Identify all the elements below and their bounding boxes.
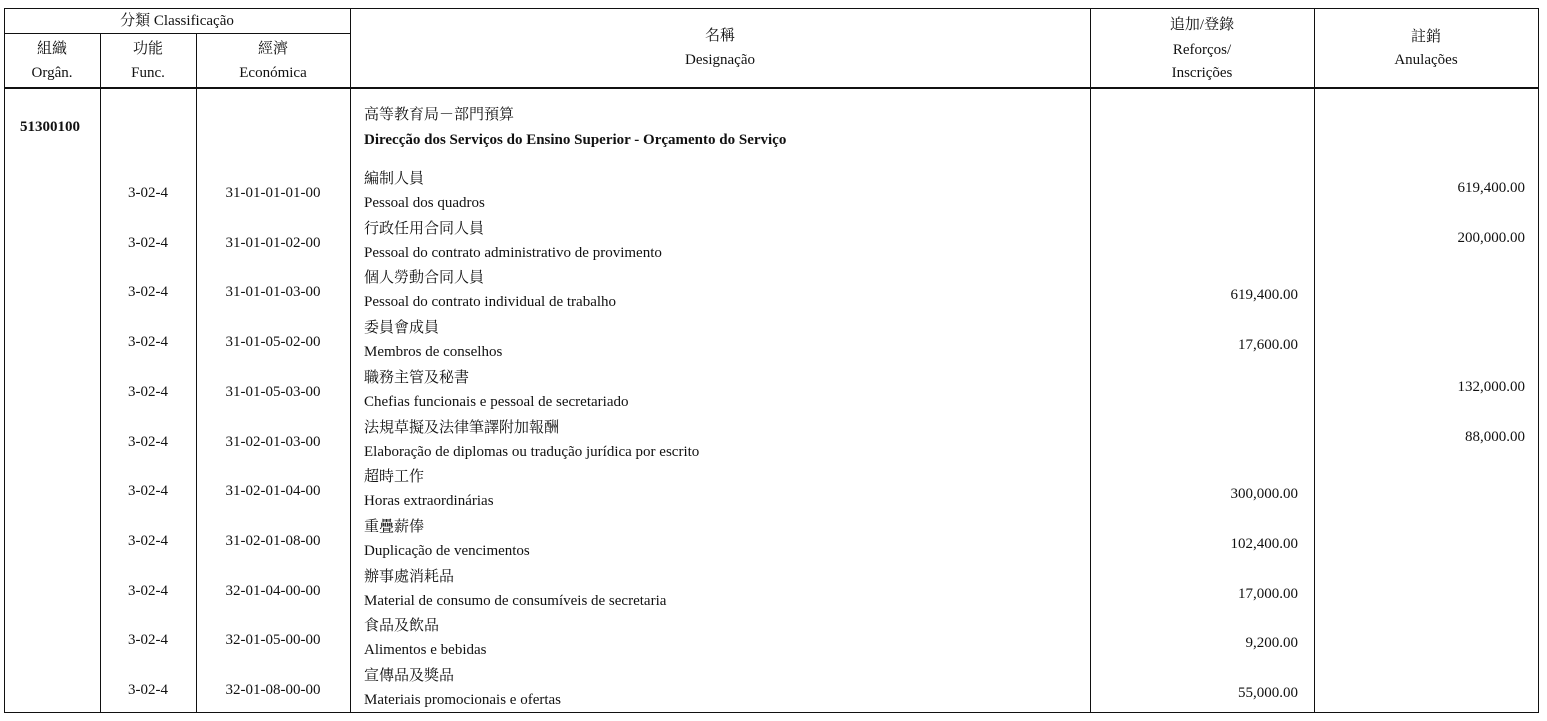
designation-zh: 委員會成員 [364, 320, 440, 337]
header-func-zh: 功能 [132, 41, 163, 57]
designation-pt: Duplicação de vencimentos [364, 542, 530, 559]
top-border-right [350, 8, 1539, 9]
designation-pt: Alimentos e bebidas [364, 642, 487, 659]
cancellation-amount: 619,400.00 [1457, 180, 1525, 196]
economic-code: 31-02-01-03-00 [225, 433, 321, 450]
table-row [0, 369, 1547, 419]
table-row [0, 269, 1547, 319]
table-row [0, 319, 1547, 369]
designation-zh: 辦事處消耗品 [364, 568, 455, 585]
economic-code: 31-01-01-03-00 [225, 284, 321, 301]
economic-code: 31-01-01-01-00 [225, 185, 321, 201]
designation-zh: 重疊薪俸 [364, 518, 425, 535]
designation-zh: 法規草擬及法律筆譯附加報酬 [364, 419, 560, 436]
function-code: 3-02-4 [128, 284, 168, 301]
classification-divider [4, 33, 350, 34]
header-cancellations-pt: Anulações [1394, 52, 1458, 68]
function-code: 3-02-4 [128, 532, 168, 549]
table-row [0, 518, 1547, 568]
section-title-pt: Direcção dos Serviços do Ensino Superior - Orçamento do Serviço [364, 132, 787, 148]
org-code: 51300100 [20, 119, 80, 135]
designation-zh: 個人勞動合同人員 [364, 270, 485, 287]
economic-code: 31-01-05-03-00 [225, 383, 321, 400]
table-row [0, 468, 1547, 518]
table-row [0, 419, 1547, 469]
function-code: 3-02-4 [128, 632, 168, 649]
designation-pt: Pessoal dos quadros [364, 195, 485, 211]
designation-zh: 食品及飲品 [364, 618, 440, 635]
section-title-zh: 高等教育局－部門預算 [364, 107, 515, 123]
designation-zh: 職務主管及秘書 [364, 369, 470, 386]
designation-pt: Materiais promocionais e ofertas [364, 692, 562, 708]
header-classification: 分類 Classificação [120, 13, 234, 29]
header-bottom-border [4, 87, 1539, 89]
designation-pt: Chefias funcionais e pessoal de secretariado [364, 393, 629, 410]
function-code: 3-02-4 [128, 582, 168, 599]
function-code: 3-02-4 [128, 383, 168, 400]
header-cancellations-zh: 註銷 [1410, 29, 1441, 45]
header-reinforcements-pt2: Inscrições [1171, 65, 1233, 81]
designation-pt: Pessoal do contrato administrativo de provimento [364, 244, 662, 261]
designation-zh: 編制人員 [364, 171, 425, 187]
reinforcement-amount: 619,400.00 [1230, 287, 1298, 304]
reinforcement-amount: 17,600.00 [1238, 337, 1298, 354]
header-reinforcements-zh: 追加/登錄 [1169, 17, 1235, 33]
designation-pt: Horas extraordinárias [364, 493, 494, 510]
header-org-pt: Orgân. [31, 65, 73, 81]
cancellation-amount: 132,000.00 [1457, 378, 1525, 395]
designation-pt: Membros de conselhos [364, 344, 503, 361]
economic-code: 32-01-05-00-00 [225, 632, 321, 649]
function-code: 3-02-4 [128, 483, 168, 500]
function-code: 3-02-4 [128, 334, 168, 351]
header-designation-zh: 名稱 [704, 28, 735, 44]
header-reinforcements-pt1: Reforços/ [1172, 42, 1232, 58]
designation-zh: 超時工作 [364, 469, 425, 486]
economic-code: 32-01-04-00-00 [225, 582, 321, 599]
table-row [0, 220, 1547, 270]
header-eco-pt: Económica [239, 65, 307, 81]
header-org-zh: 組織 [36, 41, 67, 57]
economic-code: 32-01-08-00-00 [225, 682, 321, 698]
economic-code: 31-02-01-04-00 [225, 483, 321, 500]
table-row [0, 170, 1547, 220]
function-code: 3-02-4 [128, 185, 168, 201]
reinforcement-amount: 55,000.00 [1238, 685, 1298, 701]
economic-code: 31-02-01-08-00 [225, 532, 321, 549]
reinforcement-amount: 17,000.00 [1238, 585, 1298, 602]
designation-pt: Material de consumo de consumíveis de secretaria [364, 592, 667, 609]
header-designation-pt: Designação [685, 52, 755, 68]
reinforcement-amount: 9,200.00 [1245, 635, 1298, 652]
function-code: 3-02-4 [128, 234, 168, 251]
designation-pt: Pessoal do contrato individual de trabalho [364, 294, 617, 311]
economic-code: 31-01-05-02-00 [225, 334, 321, 351]
function-code: 3-02-4 [128, 682, 168, 698]
top-border [4, 8, 350, 9]
table-row [0, 667, 1547, 717]
designation-zh: 宣傳品及獎品 [364, 668, 455, 684]
header-func-pt: Func. [131, 65, 165, 81]
header-eco-zh: 經濟 [257, 41, 288, 57]
cancellation-amount: 200,000.00 [1457, 229, 1525, 246]
cancellation-amount: 88,000.00 [1465, 428, 1525, 445]
table-row [0, 568, 1547, 618]
designation-zh: 行政任用合同人員 [364, 220, 485, 237]
table-row [0, 617, 1547, 667]
reinforcement-amount: 300,000.00 [1230, 486, 1298, 503]
reinforcement-amount: 102,400.00 [1230, 535, 1298, 552]
function-code: 3-02-4 [128, 433, 168, 450]
economic-code: 31-01-01-02-00 [225, 234, 321, 251]
designation-pt: Elaboração de diplomas ou tradução jurídica por escrito [364, 443, 700, 460]
